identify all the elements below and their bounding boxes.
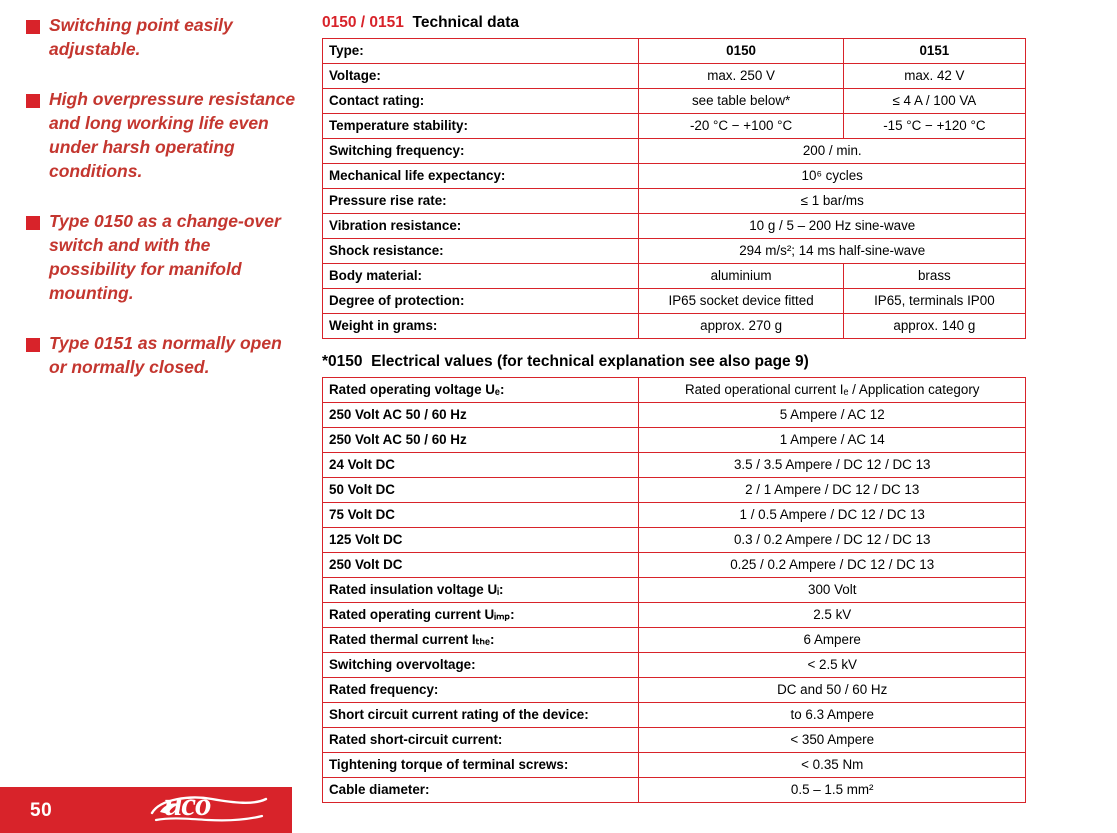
electrical-values-heading-title: Electrical values	[371, 353, 493, 370]
cell-value-0151: IP65, terminals IP00	[843, 289, 1025, 314]
cell-label: Temperature stability:	[323, 114, 639, 139]
table-row	[323, 628, 1026, 653]
electrical-values-table	[322, 377, 1026, 803]
cell-label: Switching frequency:	[323, 139, 639, 164]
cell-label: Type:	[323, 39, 639, 64]
cell-value: 1 / 0.5 Ampere / DC 12 / DC 13	[639, 503, 1026, 528]
cell-label: Rated operating current Uᵢₘₚ:	[323, 603, 639, 628]
feature-bullet-list	[26, 14, 298, 406]
cell-value-span: ≤ 1 bar/ms	[639, 189, 1026, 214]
electrical-values-heading	[322, 353, 1026, 371]
list-item	[26, 14, 298, 62]
technical-data-heading-code: 0150 / 0151	[322, 14, 404, 31]
table-row	[323, 578, 1026, 603]
table-row	[323, 64, 1026, 89]
cell-value: 0.25 / 0.2 Ampere / DC 12 / DC 13	[639, 553, 1026, 578]
cell-label: Tightening torque of terminal screws:	[323, 753, 639, 778]
table-row	[323, 314, 1026, 339]
table-row	[323, 778, 1026, 803]
list-item	[26, 332, 298, 380]
bullet-square-icon	[26, 20, 40, 34]
cell-label: Rated short-circuit current:	[323, 728, 639, 753]
cell-value-0151: brass	[843, 264, 1025, 289]
cell-label: Weight in grams:	[323, 314, 639, 339]
cell-value: < 2.5 kV	[639, 653, 1026, 678]
cell-value-span: 10⁶ cycles	[639, 164, 1026, 189]
cell-label: 250 Volt AC 50 / 60 Hz	[323, 403, 639, 428]
page-number: 50	[30, 800, 53, 821]
technical-data-table	[322, 38, 1026, 339]
cell-value: 2.5 kV	[639, 603, 1026, 628]
table-row	[323, 264, 1026, 289]
table-row	[323, 378, 1026, 403]
table-row	[323, 678, 1026, 703]
cell-value-0150: IP65 socket device fitted	[639, 289, 843, 314]
cell-value-span: 200 / min.	[639, 139, 1026, 164]
table-row	[323, 428, 1026, 453]
cell-value: < 0.35 Nm	[639, 753, 1026, 778]
cell-label: Rated thermal current Iₜₕₑ:	[323, 628, 639, 653]
cell-value: to 6.3 Ampere	[639, 703, 1026, 728]
technical-data-heading	[322, 14, 1026, 32]
table-row	[323, 403, 1026, 428]
table-row	[323, 603, 1026, 628]
table-row	[323, 453, 1026, 478]
cell-label: 250 Volt DC	[323, 553, 639, 578]
cell-value-0151: -15 °C − +120 °C	[843, 114, 1025, 139]
cell-value-span: 10 g / 5 – 200 Hz sine-wave	[639, 214, 1026, 239]
feature-bullet-text: High overpressure resistance and long working life even under harsh operating conditions.	[49, 88, 296, 181]
table-row	[323, 214, 1026, 239]
cell-label: Contact rating:	[323, 89, 639, 114]
table-row	[323, 728, 1026, 753]
feature-bullet-text: Type 0151 as normally open or normally closed.	[49, 332, 282, 377]
cell-value: 0.5 – 1.5 mm²	[639, 778, 1026, 803]
cell-value-0151: 0151	[843, 39, 1025, 64]
cell-label: Body material:	[323, 264, 639, 289]
table-row	[323, 553, 1026, 578]
logo-wordmark: uco	[164, 787, 211, 823]
cell-value-0151: ≤ 4 A / 100 VA	[843, 89, 1025, 114]
cell-value-0150: see table below*	[639, 89, 843, 114]
cell-value: 5 Ampere / AC 12	[639, 403, 1026, 428]
cell-label: 125 Volt DC	[323, 528, 639, 553]
bullet-square-icon	[26, 338, 40, 352]
table-row	[323, 653, 1026, 678]
cell-value-0151: max. 42 V	[843, 64, 1025, 89]
cell-label: 75 Volt DC	[323, 503, 639, 528]
table-row	[323, 189, 1026, 214]
table-row	[323, 503, 1026, 528]
technical-data-heading-title: Technical data	[412, 14, 520, 31]
cell-value-span: 294 m/s²; 14 ms half-sine-wave	[639, 239, 1026, 264]
cell-label: Short circuit current rating of the device:	[323, 703, 639, 728]
cell-value-0150: max. 250 V	[639, 64, 843, 89]
table-row	[323, 528, 1026, 553]
table-row	[323, 164, 1026, 189]
cell-value: 1 Ampere / AC 14	[639, 428, 1026, 453]
table-row	[323, 39, 1026, 64]
cell-label: Voltage:	[323, 64, 639, 89]
cell-label: Pressure rise rate:	[323, 189, 639, 214]
cell-value: 0.3 / 0.2 Ampere / DC 12 / DC 13	[639, 528, 1026, 553]
cell-value-0150: aluminium	[639, 264, 843, 289]
cell-label: Rated operating voltage Uₑ:	[323, 378, 639, 403]
table-row	[323, 139, 1026, 164]
cell-value-0150: 0150	[639, 39, 843, 64]
electrical-values-heading-code: *0150	[322, 353, 363, 370]
main-content	[322, 14, 1026, 803]
cell-value-0151: approx. 140 g	[843, 314, 1025, 339]
list-item	[26, 210, 298, 306]
suco-logo	[150, 789, 270, 827]
table-row	[323, 114, 1026, 139]
table-row	[323, 753, 1026, 778]
table-row	[323, 703, 1026, 728]
cell-value: 6 Ampere	[639, 628, 1026, 653]
electrical-values-heading-note: (for technical explanation see also page 9)	[496, 353, 809, 370]
cell-value: DC and 50 / 60 Hz	[639, 678, 1026, 703]
cell-value: 2 / 1 Ampere / DC 12 / DC 13	[639, 478, 1026, 503]
cell-label: Degree of protection:	[323, 289, 639, 314]
cell-label: 24 Volt DC	[323, 453, 639, 478]
cell-label: Rated insulation voltage Uᵢ:	[323, 578, 639, 603]
cell-value: 3.5 / 3.5 Ampere / DC 12 / DC 13	[639, 453, 1026, 478]
cell-value-0150: approx. 270 g	[639, 314, 843, 339]
cell-label: Vibration resistance:	[323, 214, 639, 239]
feature-bullet-text: Switching point easily adjustable.	[49, 15, 233, 59]
bullet-square-icon	[26, 216, 40, 230]
cell-value: 300 Volt	[639, 578, 1026, 603]
cell-label: Shock resistance:	[323, 239, 639, 264]
table-row	[323, 239, 1026, 264]
list-item	[26, 88, 298, 184]
cell-value: < 350 Ampere	[639, 728, 1026, 753]
bullet-square-icon	[26, 94, 40, 108]
footer-bar	[0, 787, 292, 833]
cell-label: 50 Volt DC	[323, 478, 639, 503]
cell-value-0150: -20 °C − +100 °C	[639, 114, 843, 139]
cell-label: Switching overvoltage:	[323, 653, 639, 678]
cell-label: Mechanical life expectancy:	[323, 164, 639, 189]
table-row	[323, 89, 1026, 114]
cell-label: Rated frequency:	[323, 678, 639, 703]
cell-label: Cable diameter:	[323, 778, 639, 803]
cell-label: 250 Volt AC 50 / 60 Hz	[323, 428, 639, 453]
feature-bullet-text: Type 0150 as a change-over switch and with the possibility for manifold mounting.	[49, 210, 281, 303]
table-row	[323, 478, 1026, 503]
table-row	[323, 289, 1026, 314]
cell-value: Rated operational current Iₑ / Application category	[639, 378, 1026, 403]
